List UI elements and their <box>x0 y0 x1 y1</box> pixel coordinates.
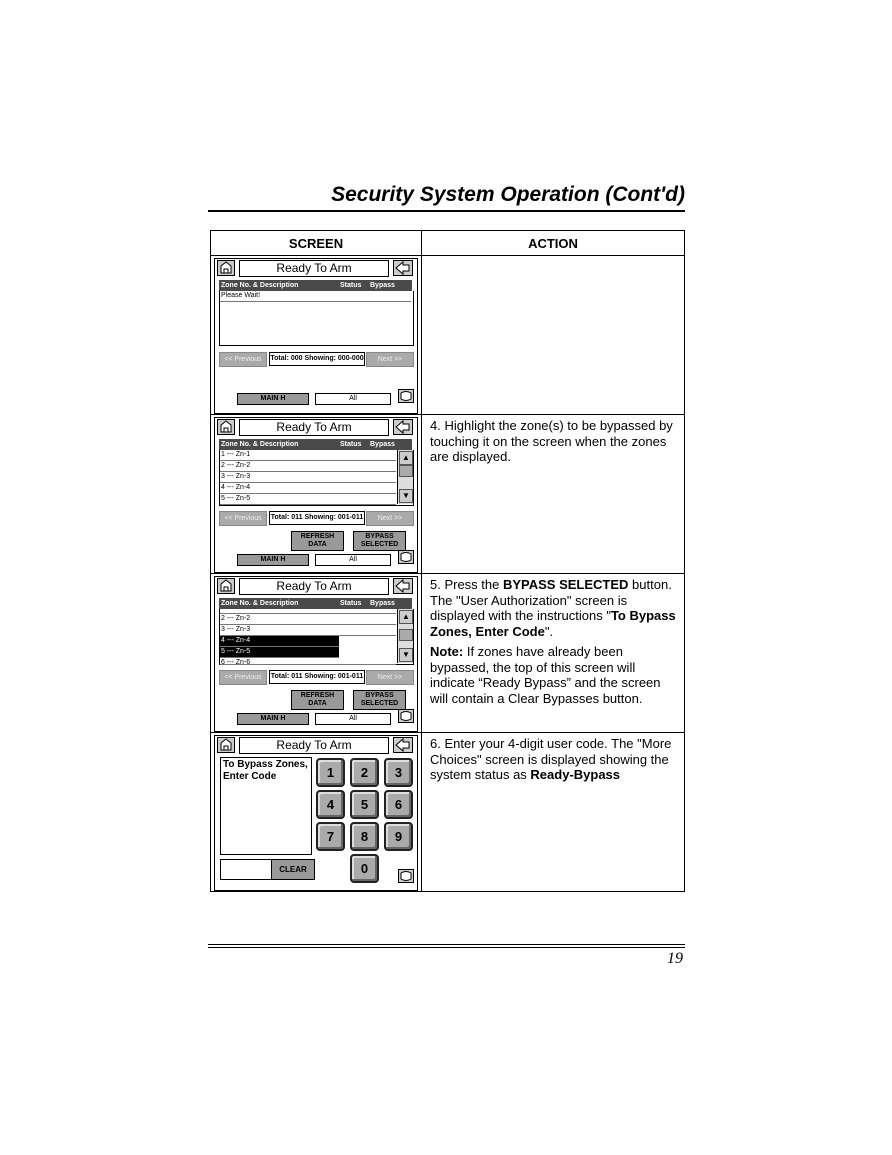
refresh-label-line2: DATA <box>308 541 327 548</box>
total-showing-readout: Total: 011 Showing: 001-011 <box>269 511 365 525</box>
table-row <box>211 256 684 415</box>
touchscreen-keypad <box>214 735 418 891</box>
previous-button[interactable]: << Previous <box>219 352 267 367</box>
note-label: Note: <box>430 644 464 659</box>
step-5-part-c: button. The "User Authorization" screen is displayed with the instructions " <box>430 577 672 623</box>
total-showing-readout: Total: 011 Showing: 001-011 <box>269 670 365 684</box>
screen-column-header: SCREEN <box>211 231 422 255</box>
step-4-text: 4. Highlight the zone(s) to be bypassed by touching it on the screen when the zones are displayed. <box>430 418 673 464</box>
title-rule <box>208 210 685 212</box>
step-5-text <box>430 577 676 639</box>
key-8[interactable]: 8 <box>350 822 379 851</box>
scroll-up-icon[interactable]: ▲ <box>399 451 413 465</box>
back-arrow-icon[interactable] <box>393 578 413 594</box>
list-item[interactable]: 2 --- Zn-2 <box>220 614 396 625</box>
status-header: Status <box>340 600 362 607</box>
pager <box>219 511 412 525</box>
bypass-label-line1: BYPASS <box>365 692 394 699</box>
scroll-up-icon[interactable]: ▲ <box>399 610 413 624</box>
title-bar <box>215 736 415 754</box>
home-icon[interactable] <box>217 578 235 594</box>
table-header <box>211 231 684 256</box>
scroll-down-icon[interactable]: ▼ <box>399 648 413 662</box>
screen-title: Ready To Arm <box>239 737 389 754</box>
zone-list-header <box>219 280 412 291</box>
pager <box>219 670 412 684</box>
list-item[interactable]: 1 --- Zn-1 <box>220 450 396 461</box>
screen-title: Ready To Arm <box>239 260 389 277</box>
footer-rule <box>208 944 685 945</box>
list-item-selected[interactable]: 4 --- Zn-4 <box>220 636 339 647</box>
home-icon[interactable] <box>217 419 235 435</box>
title-bar <box>215 259 415 277</box>
page-title: Security System Operation (Cont'd) <box>331 183 685 206</box>
zone-description-header: Zone No. & Description <box>221 441 299 448</box>
refresh-data-button[interactable] <box>291 690 344 710</box>
screen-cell <box>211 574 422 732</box>
action-cell <box>422 733 684 891</box>
home-icon[interactable] <box>217 260 235 276</box>
screen-cell <box>211 256 422 414</box>
message-icon[interactable] <box>398 869 414 883</box>
key-5[interactable]: 5 <box>350 790 379 819</box>
step-5-part-e: ". <box>544 623 554 639</box>
screen-title: Ready To Arm <box>239 578 389 595</box>
touchscreen-please-wait <box>214 258 418 414</box>
list-item[interactable]: 3 --- Zn-3 <box>220 625 396 636</box>
list-item[interactable]: 6 --- Zn-6 <box>220 658 396 665</box>
scroll-thumb[interactable] <box>399 629 413 641</box>
scrollbar[interactable] <box>397 609 413 663</box>
main-menu-button[interactable]: MAIN H <box>237 713 309 725</box>
previous-button[interactable]: << Previous <box>219 511 267 526</box>
zone-list-header <box>219 598 412 609</box>
page-number: 19 <box>667 950 683 967</box>
status-header: Status <box>340 441 362 448</box>
back-arrow-icon[interactable] <box>393 260 413 276</box>
home-icon[interactable] <box>217 737 235 753</box>
bypass-label-line1: BYPASS <box>365 533 394 540</box>
key-3[interactable]: 3 <box>384 758 413 787</box>
zone-list <box>219 291 414 346</box>
footer-rule <box>208 947 685 948</box>
key-4[interactable]: 4 <box>316 790 345 819</box>
touchscreen-zones-highlighted <box>214 576 418 732</box>
pager <box>219 352 412 366</box>
key-0[interactable]: 0 <box>350 854 379 883</box>
list-item-selected[interactable]: 5 --- Zn-5 <box>220 647 339 658</box>
scroll-down-icon[interactable]: ▼ <box>399 489 413 503</box>
step-5-note <box>430 644 676 706</box>
main-menu-button[interactable]: MAIN H <box>237 393 309 405</box>
key-2[interactable]: 2 <box>350 758 379 787</box>
bypass-label-line2: SELECTED <box>360 541 399 548</box>
key-7[interactable]: 7 <box>316 822 345 851</box>
zone-list <box>219 450 414 506</box>
step-5-part-d: To Bypass Zones, Enter Code <box>430 608 676 639</box>
title-bar <box>215 418 415 436</box>
zone-list-header <box>219 439 412 450</box>
message-icon[interactable] <box>398 709 414 723</box>
table-row <box>211 415 684 574</box>
scrollbar[interactable] <box>397 450 413 504</box>
instruction-table <box>210 230 685 892</box>
bypass-label-line2: SELECTED <box>360 700 399 707</box>
back-arrow-icon[interactable] <box>393 419 413 435</box>
back-arrow-icon[interactable] <box>393 737 413 753</box>
zone-description-header: Zone No. & Description <box>221 600 299 607</box>
filter-select[interactable]: All <box>315 393 391 405</box>
list-item[interactable]: 3 --- Zn-3 <box>220 472 396 483</box>
bypass-selected-button[interactable] <box>353 531 406 551</box>
key-1[interactable]: 1 <box>316 758 345 787</box>
message-icon[interactable] <box>398 550 414 564</box>
status-header: Status <box>340 282 362 289</box>
bypass-header: Bypass <box>370 441 395 448</box>
code-entry-field <box>220 859 272 880</box>
step-5-part-b: BYPASS SELECTED <box>502 577 629 592</box>
action-cell <box>422 415 684 573</box>
refresh-label-line1: REFRESH <box>300 533 335 540</box>
bypass-header: Bypass <box>370 600 395 607</box>
list-item[interactable]: 4 --- Zn-4 <box>220 483 396 494</box>
key-6[interactable]: 6 <box>384 790 413 819</box>
zone-list <box>219 609 414 665</box>
previous-button[interactable]: << Previous <box>219 670 267 685</box>
list-item[interactable]: 2 --- Zn-2 <box>220 461 396 472</box>
note-text: If zones have already been bypassed, the top of this screen will indicate “Ready Bypass” and the screen will contain a Clear Bypasses button. <box>430 644 661 706</box>
refresh-data-button[interactable] <box>291 531 344 551</box>
key-9[interactable]: 9 <box>384 822 413 851</box>
bypass-header: Bypass <box>370 282 395 289</box>
touchscreen-zone-list <box>214 417 418 573</box>
table-row <box>211 733 684 891</box>
scroll-thumb[interactable] <box>399 465 413 477</box>
action-cell <box>422 256 684 414</box>
list-item[interactable]: 5 --- Zn-5 <box>220 494 396 505</box>
total-showing-readout: Total: 000 Showing: 000-000 <box>269 352 365 366</box>
screen-cell <box>211 415 422 573</box>
filter-select[interactable]: All <box>315 713 391 725</box>
step-6-part-b: Ready-Bypass <box>530 767 621 782</box>
list-item: Please Wait! <box>220 291 411 302</box>
zone-description-header: Zone No. & Description <box>221 282 299 289</box>
refresh-label-line1: REFRESH <box>300 692 335 699</box>
screen-cell <box>211 733 422 891</box>
clear-button[interactable]: CLEAR <box>271 859 315 880</box>
title-bar <box>215 577 415 595</box>
bypass-selected-button[interactable] <box>353 690 406 710</box>
step-6-text <box>430 736 676 783</box>
step-5-part-a: 5. Press the <box>430 577 503 592</box>
step-6-part-a: 6. Enter your 4-digit user code. The "More Choices" screen is displayed showing the system status as <box>430 736 672 782</box>
main-menu-button[interactable]: MAIN H <box>237 554 309 566</box>
filter-select[interactable]: All <box>315 554 391 566</box>
message-icon[interactable] <box>398 389 414 403</box>
prompt-line1: To Bypass Zones, <box>223 759 308 770</box>
refresh-label-line2: DATA <box>308 700 327 707</box>
prompt-line2: Enter Code <box>223 771 277 782</box>
action-cell <box>422 574 684 732</box>
action-column-header: ACTION <box>528 235 578 251</box>
table-row <box>211 574 684 733</box>
next-button[interactable]: Next >> <box>366 511 414 526</box>
code-prompt <box>220 757 312 855</box>
next-button[interactable]: Next >> <box>366 670 414 685</box>
screen-title: Ready To Arm <box>239 419 389 436</box>
next-button[interactable]: Next >> <box>366 352 414 367</box>
